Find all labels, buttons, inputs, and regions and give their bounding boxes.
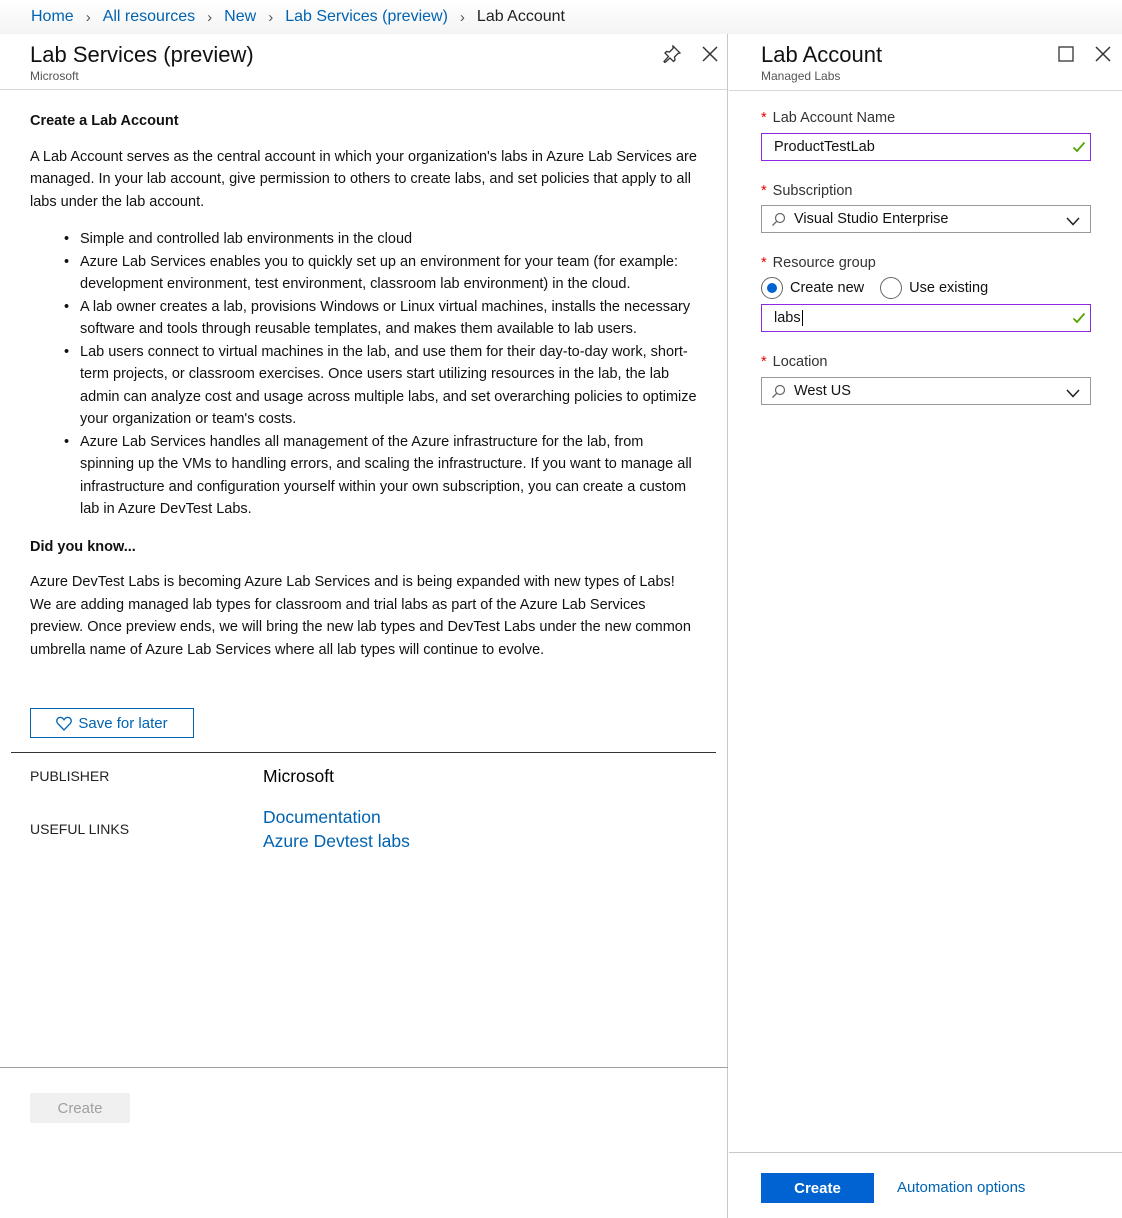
chevron-down-icon: [1066, 214, 1080, 230]
text-cursor: [802, 310, 803, 326]
create-new-radio[interactable]: [761, 277, 783, 299]
required-asterisk: *: [761, 110, 767, 126]
did-you-know-heading: Did you know...: [30, 538, 136, 555]
list-item: • Azure Lab Services handles all management of the Azure infrastructure for the lab, from spinning up the VMs to handling errors, and scaling the infrastructure. If you want to manage all infrastructure and configuration yourself within your own subscription, you can create a custom lab in Azure DevTest Labs.: [80, 431, 700, 521]
azure-devtest-labs-link[interactable]: Azure Devtest labs: [263, 831, 410, 851]
intro-paragraph: A Lab Account serves as the central account in which your organization's labs in Azure Lab Services are managed. In your lab account, give permission to others to create labs, and set policies that apply to all labs under the lab account.: [30, 148, 697, 210]
feature-list: [30, 228, 700, 521]
footer-divider: [0, 1067, 728, 1068]
search-icon: [771, 384, 786, 399]
list-item: • Lab users connect to virtual machines in the lab, and use them for their day-to-day work, short-term projects, or classroom exercises. Once users start utilizing resources in the lab, the lab admin can analyze cost and usage across multiple labs, and set overarching policies to optimize your organization or team's costs.: [80, 341, 700, 431]
publisher-value: Microsoft: [263, 766, 334, 786]
lab-account-name-label: * Lab Account Name: [761, 110, 896, 126]
chevron-right-icon: ›: [207, 8, 213, 26]
blade-title: Lab Services (preview): [30, 42, 254, 67]
use-existing-radio[interactable]: [880, 277, 902, 299]
location-label: * Location: [761, 354, 828, 370]
chevron-right-icon: ›: [459, 8, 465, 26]
automation-options-link[interactable]: Automation options: [897, 1179, 1026, 1196]
heart-icon: [56, 716, 72, 731]
search-icon: [771, 212, 786, 227]
subscription-label: * Subscription: [761, 183, 853, 199]
publisher-label: PUBLISHER: [30, 768, 110, 784]
resource-group-input[interactable]: labs: [761, 304, 1091, 332]
chevron-right-icon: ›: [268, 8, 274, 26]
breadcrumb-current: Lab Account: [476, 8, 565, 25]
blade-title: Lab Account: [761, 42, 883, 67]
checkmark-icon: [1072, 140, 1086, 158]
blade-subtitle: Microsoft: [30, 69, 79, 83]
breadcrumb-all-resources[interactable]: All resources: [102, 8, 196, 25]
breadcrumb: [0, 0, 1122, 34]
close-icon[interactable]: [700, 44, 720, 64]
chevron-down-icon: [1066, 386, 1080, 402]
blade-header: [0, 34, 727, 90]
create-button-disabled: Create: [30, 1093, 130, 1123]
lab-account-name-input[interactable]: ProductTestLab: [761, 133, 1091, 161]
chevron-right-icon: ›: [85, 8, 91, 26]
blade-subtitle: Managed Labs: [761, 69, 841, 83]
documentation-link[interactable]: Documentation: [263, 807, 381, 827]
close-icon[interactable]: [1093, 44, 1113, 64]
subscription-select[interactable]: Visual Studio Enterprise: [761, 205, 1091, 233]
breadcrumb-new[interactable]: New: [224, 8, 257, 25]
maximize-icon[interactable]: [1056, 44, 1076, 64]
footer-divider: [729, 1152, 1122, 1153]
breadcrumb-home[interactable]: Home: [31, 8, 74, 25]
pin-icon[interactable]: [662, 44, 682, 64]
did-you-know-paragraph: Azure DevTest Labs is becoming Azure Lab Services and is being expanded with new types of Labs! We are adding managed lab types for classroom and trial labs as part of the Azure Lab Services preview. Once preview ends, we will bring the new lab types and DevTest Labs under the new common umbrella name of Azure Lab Services where all lab types will continue to evolve.: [30, 574, 691, 658]
create-new-label[interactable]: Create new: [790, 280, 865, 296]
list-item: • Azure Lab Services enables you to quickly set up an environment for your team (for example: development environment, test environment, classroom lab environment) in the cloud.: [80, 251, 700, 296]
location-select[interactable]: West US: [761, 377, 1091, 405]
save-for-later-label: Save for later: [78, 714, 168, 732]
list-item: • Simple and controlled lab environments in the cloud: [80, 228, 700, 251]
divider: [11, 752, 716, 753]
list-item: • A lab owner creates a lab, provisions Windows or Linux virtual machines, installs the necessary software and tools through reusable templates, and makes them available to lab users.: [80, 296, 700, 341]
required-asterisk: *: [761, 354, 767, 370]
create-button[interactable]: Create: [761, 1173, 874, 1203]
required-asterisk: *: [761, 255, 767, 271]
description-content: [30, 110, 700, 661]
use-existing-label[interactable]: Use existing: [909, 280, 989, 296]
header-divider: [729, 90, 1122, 91]
save-for-later-button[interactable]: [30, 708, 194, 738]
lab-account-blade: [729, 34, 1122, 1218]
checkmark-icon: [1072, 311, 1086, 329]
resource-group-options: [761, 277, 988, 299]
create-lab-account-heading: Create a Lab Account: [30, 113, 179, 129]
useful-links-label: USEFUL LINKS: [30, 821, 130, 837]
breadcrumb-lab-services[interactable]: Lab Services (preview): [285, 8, 448, 25]
required-asterisk: *: [761, 183, 767, 199]
lab-services-blade: [0, 34, 728, 1218]
resource-group-label: * Resource group: [761, 255, 876, 271]
